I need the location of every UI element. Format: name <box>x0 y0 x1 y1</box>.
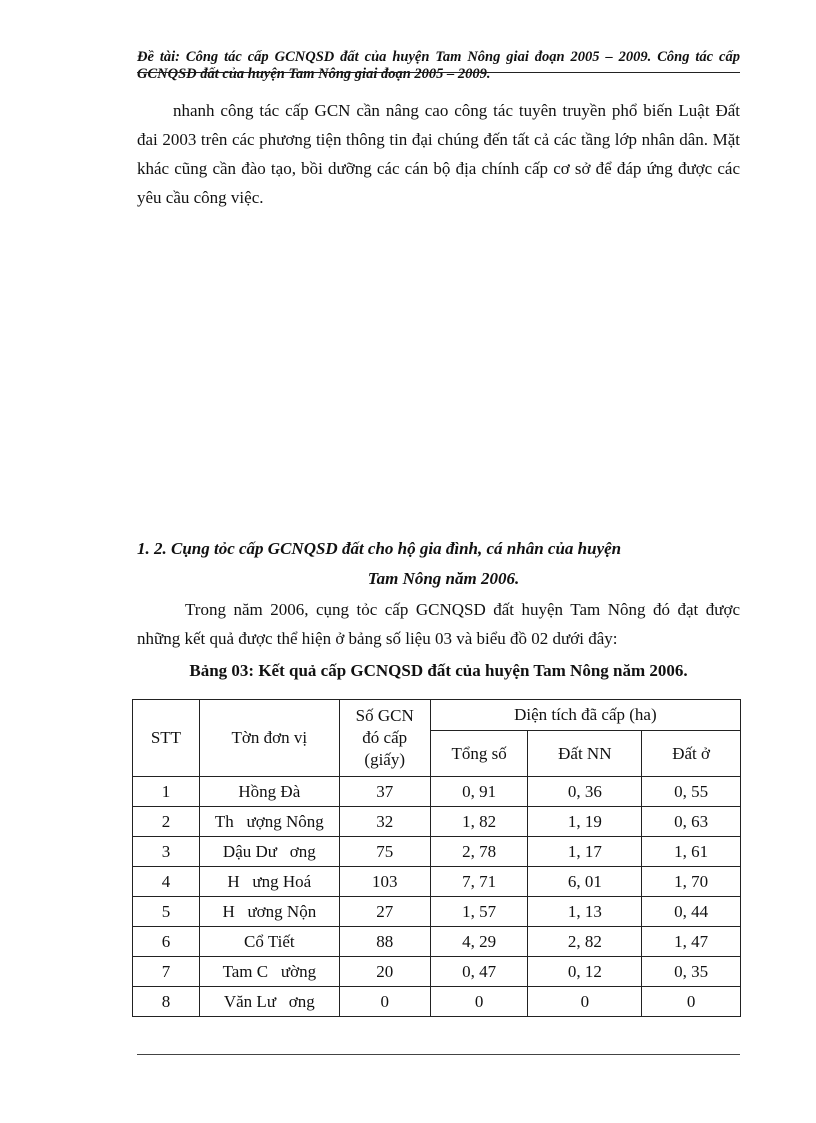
cell-total: 0, 47 <box>430 957 528 987</box>
cell-residential: 1, 61 <box>642 837 741 867</box>
cell-nn: 0, 36 <box>528 777 642 807</box>
table-row <box>133 807 741 837</box>
cell-total: 1, 82 <box>430 807 528 837</box>
cell-unit: Văn Lư ơng <box>199 987 339 1017</box>
cell-gcn: 20 <box>339 957 430 987</box>
table-row <box>133 777 741 807</box>
cell-nn: 1, 17 <box>528 837 642 867</box>
cell-residential: 0, 63 <box>642 807 741 837</box>
cell-nn: 6, 01 <box>528 867 642 897</box>
cell-stt: 8 <box>133 987 200 1017</box>
cell-nn: 0 <box>528 987 642 1017</box>
section-title <box>137 534 740 594</box>
cell-residential: 0, 55 <box>642 777 741 807</box>
table-row <box>133 867 741 897</box>
cell-gcn: 75 <box>339 837 430 867</box>
cell-total: 0 <box>430 987 528 1017</box>
paragraph-intro-text: nhanh công tác cấp GCN cần nâng cao công tác tuyên truyền phổ biến Luật Đất đai 2003 trên các phương tiện thông tin đại chúng đến tất cả các tầng lớp nhân dân. Mặt khác cũng cần đào tạo, bồi dưỡng các cán bộ địa chính cấp cơ sở để đáp ứng được các yêu cầu công việc. <box>137 101 740 207</box>
cell-unit: H ưng Hoá <box>199 867 339 897</box>
table-row <box>133 987 741 1017</box>
results-table <box>132 699 741 1017</box>
cell-stt: 1 <box>133 777 200 807</box>
cell-nn: 1, 19 <box>528 807 642 837</box>
cell-nn: 2, 82 <box>528 927 642 957</box>
table-body <box>133 777 741 1017</box>
cell-gcn: 27 <box>339 897 430 927</box>
cell-stt: 3 <box>133 837 200 867</box>
paragraph-section <box>137 595 740 653</box>
cell-total: 1, 57 <box>430 897 528 927</box>
table-row <box>133 957 741 987</box>
header-residential-land: Đất ở <box>642 731 741 777</box>
header-agri-land: Đất NN <box>528 731 642 777</box>
footer-divider <box>137 1054 740 1055</box>
table-row <box>133 927 741 957</box>
table-row <box>133 837 741 867</box>
cell-gcn: 37 <box>339 777 430 807</box>
cell-stt: 7 <box>133 957 200 987</box>
cell-residential: 0 <box>642 987 741 1017</box>
cell-residential: 0, 44 <box>642 897 741 927</box>
cell-unit: Tam C ường <box>199 957 339 987</box>
cell-unit: Cổ Tiết <box>199 927 339 957</box>
cell-stt: 6 <box>133 927 200 957</box>
cell-total: 7, 71 <box>430 867 528 897</box>
paragraph-intro <box>137 96 740 212</box>
cell-stt: 4 <box>133 867 200 897</box>
header-unit: Tờn đơn vị <box>199 700 339 777</box>
cell-total: 4, 29 <box>430 927 528 957</box>
header-area: Diện tích đã cấp (ha) <box>430 700 740 731</box>
table-caption: Bảng 03: Kết quả cấp GCNQSD đất của huyện Tam Nông năm 2006. <box>189 661 688 680</box>
cell-residential: 1, 70 <box>642 867 741 897</box>
header-total: Tổng số <box>430 731 528 777</box>
cell-gcn: 103 <box>339 867 430 897</box>
cell-gcn: 88 <box>339 927 430 957</box>
paragraph-section-text: Trong năm 2006, cụng tỏc cấp GCNQSD đất huyện Tam Nông đó đạt được những kết quả được thể hiện ở bảng số liệu 03 và biểu đồ 02 dưới đây: <box>137 600 740 648</box>
cell-gcn: 0 <box>339 987 430 1017</box>
cell-total: 0, 91 <box>430 777 528 807</box>
header-gcn-count: Số GCN đó cấp (giấy) <box>339 700 430 777</box>
cell-unit: Th ượng Nông <box>199 807 339 837</box>
cell-unit: Dậu Dư ơng <box>199 837 339 867</box>
cell-unit: H ương Nộn <box>199 897 339 927</box>
header-stt: STT <box>133 700 200 777</box>
cell-stt: 2 <box>133 807 200 837</box>
cell-unit: Hồng Đà <box>199 777 339 807</box>
cell-gcn: 32 <box>339 807 430 837</box>
table-row <box>133 897 741 927</box>
cell-total: 2, 78 <box>430 837 528 867</box>
header-divider <box>137 72 740 73</box>
section-title-line1: 1. 2. Cụng tỏc cấp GCNQSD đất cho hộ gia đình, cá nhân của huyện <box>137 539 622 558</box>
document-header: Đề tài: Công tác cấp GCNQSD đất của huyện Tam Nông giai đoạn 2005 – 2009. Công tác cấp GCNQSD đất của huyện Tam Nông giai đoạn 2005 – 2009. <box>137 49 740 82</box>
section-title-line2: Tam Nông năm 2006. <box>367 569 520 588</box>
cell-residential: 1, 47 <box>642 927 741 957</box>
cell-stt: 5 <box>133 897 200 927</box>
cell-nn: 0, 12 <box>528 957 642 987</box>
cell-residential: 0, 35 <box>642 957 741 987</box>
cell-nn: 1, 13 <box>528 897 642 927</box>
